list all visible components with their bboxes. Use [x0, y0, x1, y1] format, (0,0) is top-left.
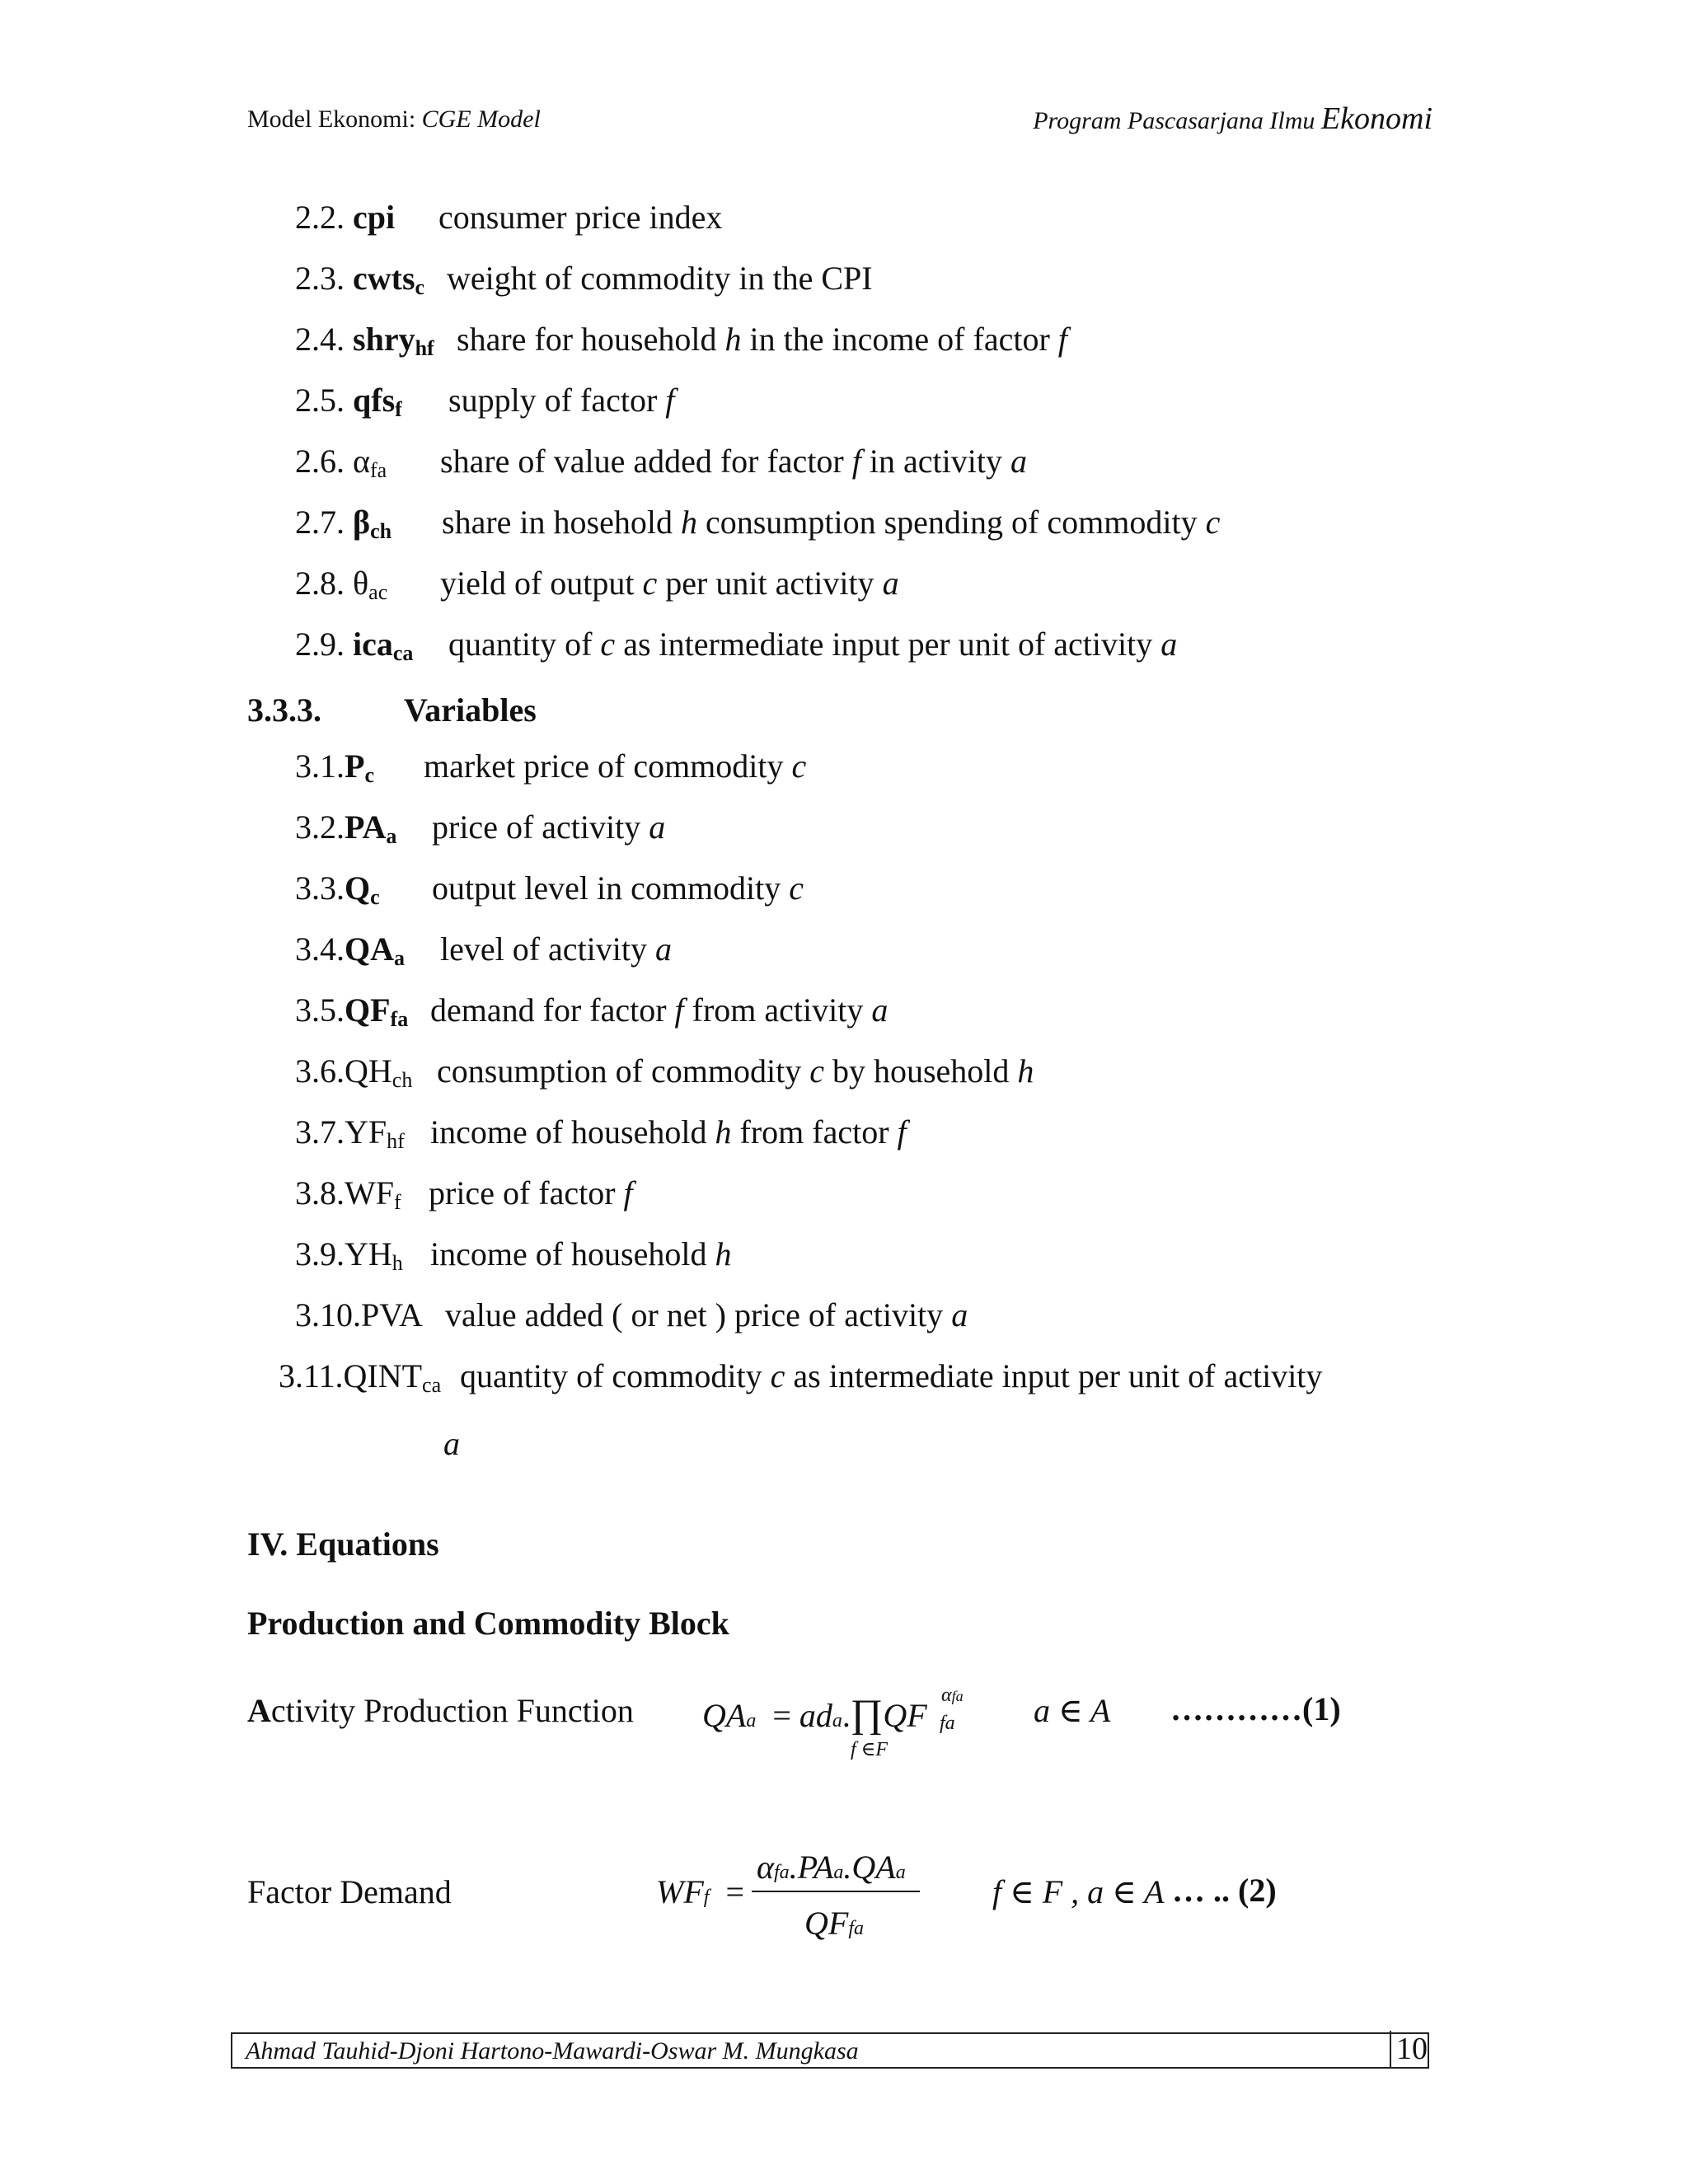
parameter-number: 2.5.: [295, 382, 353, 419]
index-letter: c: [791, 748, 807, 785]
parameter-subscript: f: [395, 397, 402, 421]
parameter-description: consumer price index: [438, 199, 723, 236]
index-letter: f: [665, 382, 675, 419]
variable-row: [295, 1052, 1034, 1092]
index-letter: f: [897, 1113, 907, 1151]
variable-symbol: QF: [345, 991, 391, 1029]
variable-description: [460, 1357, 1323, 1394]
page-number: 10: [1390, 2031, 1428, 2067]
eq2-pa: .PA: [789, 1849, 834, 1886]
variable-description: [429, 1174, 633, 1212]
description-text: demand for factor: [430, 991, 675, 1029]
variable-subscript: fa: [390, 1007, 409, 1031]
index-letter: c: [600, 626, 616, 663]
variable-symbol: QINT: [343, 1357, 423, 1394]
page-footer: [231, 2032, 1429, 2069]
parameter-description: [448, 384, 674, 417]
variable-symbol: YF: [345, 1113, 387, 1151]
description-text: share in hosehold: [442, 504, 681, 541]
variable-number: 3.9.: [295, 1235, 345, 1272]
variable-row: [295, 930, 673, 970]
variable-subscript: h: [392, 1251, 403, 1275]
parameter-description: [442, 506, 1220, 539]
variable-number: 3.1.: [295, 748, 345, 785]
description-text: by household: [823, 1052, 1018, 1090]
parameter-row: [295, 626, 1178, 665]
description-text: from activity: [683, 991, 872, 1029]
description-text: market price of commodity: [424, 748, 792, 785]
index-letter: a: [882, 565, 899, 602]
parameter-number: 2.7.: [295, 504, 353, 541]
section-equations-title: IV. Equations: [247, 1526, 439, 1563]
parameter-row: [295, 260, 873, 299]
description-text: in the income of factor: [741, 321, 1058, 358]
parameter-symbol: shry: [353, 321, 415, 358]
section-title-variables: Variables: [404, 691, 537, 729]
description-text: from factor: [731, 1113, 898, 1151]
parameter-symbol: θ: [353, 565, 369, 602]
variable-number: 3.3.: [295, 869, 345, 907]
parameter-row: [295, 565, 899, 604]
eq1-formula: QAa = ada.∏QF: [702, 1692, 927, 1736]
parameter-symbol: ica: [353, 626, 393, 663]
eq1-label-initial: A: [247, 1692, 271, 1729]
index-letter: a: [655, 930, 673, 968]
parameter-symbol: cwts: [353, 260, 415, 297]
eq1-sup-alpha: α: [941, 1685, 952, 1706]
variable-symbol: PVA: [361, 1296, 423, 1333]
parameter-description: [448, 628, 1177, 661]
index-letter: a: [1010, 443, 1027, 480]
eq1-sup-alpha-sub: fa: [951, 1688, 964, 1704]
eq2-label: Factor Demand: [247, 1873, 452, 1910]
variable-continuation: a: [443, 1425, 460, 1462]
eq1-qf-superscript: [941, 1685, 964, 1707]
eq2-domain: f ∈ F , a ∈ A: [992, 1873, 1165, 1910]
index-letter: f: [851, 443, 861, 480]
description-text: share of value added for factor: [440, 443, 852, 480]
index-letter: c: [770, 1357, 785, 1394]
variable-description: [440, 930, 673, 968]
index-letter: h: [715, 1113, 732, 1151]
header-left-prefix: Model Ekonomi:: [247, 105, 422, 133]
parameter-subscript: fa: [369, 458, 387, 482]
variable-symbol: Q: [345, 869, 371, 907]
description-text: quantity of: [448, 626, 601, 663]
index-letter: c: [1205, 504, 1221, 541]
index-letter: f: [623, 1174, 633, 1212]
eq2-lhs-sub: f: [703, 1886, 710, 1908]
eq2-alpha: α: [757, 1849, 774, 1886]
index-letter: h: [680, 504, 697, 541]
eq1-qf: QF: [883, 1697, 927, 1734]
index-letter: c: [789, 869, 804, 907]
variable-symbol: QA: [345, 930, 394, 968]
parameter-number: 2.4.: [295, 321, 353, 358]
variable-description: [432, 869, 804, 907]
parameter-subscript: ca: [392, 641, 414, 665]
eq2-lhs: WFf =: [656, 1873, 744, 1910]
variable-subscript: hf: [387, 1129, 405, 1153]
footer-authors: Ahmad Tauhid-Djoni Hartono-Mawardi-Oswar M. Mungkasa: [246, 2037, 859, 2064]
variable-row: [295, 808, 666, 848]
index-letter: h: [1017, 1052, 1034, 1090]
variable-number: 3.10.: [295, 1296, 361, 1333]
variable-symbol: PA: [345, 808, 387, 846]
eq2-number: … .. (2): [1172, 1872, 1277, 1909]
index-letter: f: [1057, 321, 1067, 358]
variable-symbol: QH: [345, 1052, 392, 1090]
eq1-number: …………(1): [1170, 1690, 1341, 1727]
variable-description: [424, 750, 806, 783]
eq1-domain: a ∈ A: [1034, 1692, 1111, 1729]
variable-subscript: ch: [392, 1068, 413, 1092]
variable-row: [295, 991, 889, 1031]
header-right-big: Ekonomi: [1320, 101, 1432, 136]
variable-row: [279, 1357, 1323, 1397]
section-number-variables: 3.3.3.: [247, 691, 321, 729]
variable-number: 3.7.: [295, 1113, 345, 1151]
variable-description: [430, 991, 889, 1029]
variable-description: [430, 1235, 732, 1272]
variable-number: 3.6.: [295, 1052, 345, 1090]
eq2-qf: QF: [804, 1905, 849, 1942]
description-text: share for household: [457, 321, 725, 358]
parameter-number: 2.2.: [295, 199, 353, 236]
description-text: per unit activity: [657, 565, 883, 602]
eq1-lhs-sub: a: [746, 1710, 757, 1732]
index-letter: f: [674, 991, 684, 1029]
eq1-ad-sub: a: [832, 1710, 842, 1732]
parameter-symbol: β: [353, 504, 371, 541]
description-text: price of factor: [429, 1174, 624, 1212]
parameter-row: [295, 382, 675, 421]
header-right-italic: Program Pascasarjana Ilmu: [1033, 107, 1321, 134]
description-text: consumption spending of commodity: [696, 504, 1206, 541]
eq2-numerator: [757, 1848, 906, 1886]
parameter-number: 2.9.: [295, 626, 353, 663]
eq1-product-range: f ∈F: [851, 1739, 889, 1760]
description-text: level of activity: [440, 930, 656, 968]
variable-symbol: P: [345, 748, 365, 785]
eq1-ad: ad: [799, 1697, 832, 1734]
parameter-number: 2.6.: [295, 443, 353, 480]
parameter-row: [295, 199, 723, 236]
parameter-number: 2.8.: [295, 565, 353, 602]
parameter-row: [295, 443, 1027, 482]
parameter-subscript: ac: [368, 580, 388, 604]
variable-description: [437, 1052, 1034, 1090]
variable-row: [295, 1113, 907, 1153]
index-letter: c: [809, 1052, 824, 1090]
eq1-label: [247, 1691, 634, 1730]
parameter-subscript: ch: [370, 519, 392, 543]
variable-number: 3.11.: [279, 1357, 344, 1394]
eq2-qf-sub: fa: [848, 1918, 864, 1939]
variable-row: [295, 1296, 968, 1333]
variable-subscript: ca: [422, 1373, 442, 1397]
product-symbol: ∏: [850, 1692, 884, 1736]
parameter-description: weight of commodity in the CPI: [447, 260, 873, 297]
description-text: as intermediate input per unit of activity: [615, 626, 1161, 663]
header-left-italic: CGE Model: [421, 105, 541, 133]
index-letter: a: [1160, 626, 1178, 663]
eq2-pa-sub: a: [833, 1862, 844, 1883]
description-text: income of household: [430, 1113, 715, 1151]
description-text: output level in commodity: [432, 869, 790, 907]
index-letter: a: [649, 808, 666, 846]
description-text: quantity of commodity: [460, 1357, 771, 1394]
index-letter: c: [642, 565, 658, 602]
description-text: yield of output: [440, 565, 643, 602]
variable-row: [295, 748, 807, 787]
eq2-denominator: [804, 1904, 864, 1943]
index-letter: h: [715, 1235, 732, 1272]
index-letter: a: [951, 1296, 968, 1333]
parameter-row: [295, 504, 1221, 543]
variable-number: 3.5.: [295, 991, 345, 1029]
variable-symbol: YH: [345, 1235, 392, 1272]
block-title: Production and Commodity Block: [247, 1605, 729, 1642]
eq2-alpha-sub: fa: [774, 1862, 790, 1883]
eq2-qa-sub: a: [895, 1862, 906, 1883]
variable-subscript: c: [364, 763, 374, 787]
running-header-right: [1033, 101, 1432, 137]
parameter-row: [295, 321, 1067, 360]
index-letter: h: [724, 321, 742, 358]
description-text: in activity: [860, 443, 1010, 480]
parameter-subscript: hf: [415, 336, 434, 360]
variable-symbol: WF: [345, 1174, 394, 1212]
index-letter: a: [871, 991, 889, 1029]
variable-number: 3.8.: [295, 1174, 345, 1212]
eq2-qa: .QA: [843, 1849, 896, 1886]
description-text: income of household: [430, 1235, 715, 1272]
parameter-number: 2.3.: [295, 260, 353, 297]
variable-number: 3.2.: [295, 808, 345, 846]
variable-subscript: f: [394, 1190, 401, 1214]
variable-row: [295, 1235, 732, 1275]
variable-description: [430, 1113, 907, 1151]
variable-row: [295, 869, 804, 909]
parameter-subscript: c: [415, 275, 425, 299]
description-text: supply of factor: [448, 382, 666, 419]
parameter-symbol: α: [353, 443, 370, 480]
parameter-symbol: qfs: [353, 382, 396, 419]
description-text: as intermediate input per unit of activity: [785, 1357, 1323, 1394]
description-text: price of activity: [432, 808, 649, 846]
variable-subscript: a: [386, 824, 397, 848]
parameter-description: [457, 323, 1067, 356]
description-text: consumption of commodity: [437, 1052, 810, 1090]
variable-description: [432, 808, 666, 846]
parameter-description: [440, 567, 899, 600]
variable-subscript: a: [394, 946, 405, 970]
variable-subscript: c: [370, 885, 380, 909]
running-header-left: [247, 105, 541, 134]
parameter-description: [440, 445, 1027, 478]
eq1-label-rest: ctivity Production Function: [270, 1692, 634, 1729]
eq1-lhs: QA: [702, 1697, 747, 1734]
eq1-qf-subscript: fa: [940, 1713, 955, 1734]
variable-row: [295, 1174, 633, 1214]
fraction-bar: [752, 1891, 920, 1892]
description-text: value added ( or net ) price of activity: [445, 1296, 952, 1333]
variable-number: 3.4.: [295, 930, 345, 968]
eq2-lhs-wf: WF: [656, 1873, 704, 1910]
variable-description: [445, 1296, 968, 1333]
parameter-symbol: cpi: [353, 199, 396, 236]
